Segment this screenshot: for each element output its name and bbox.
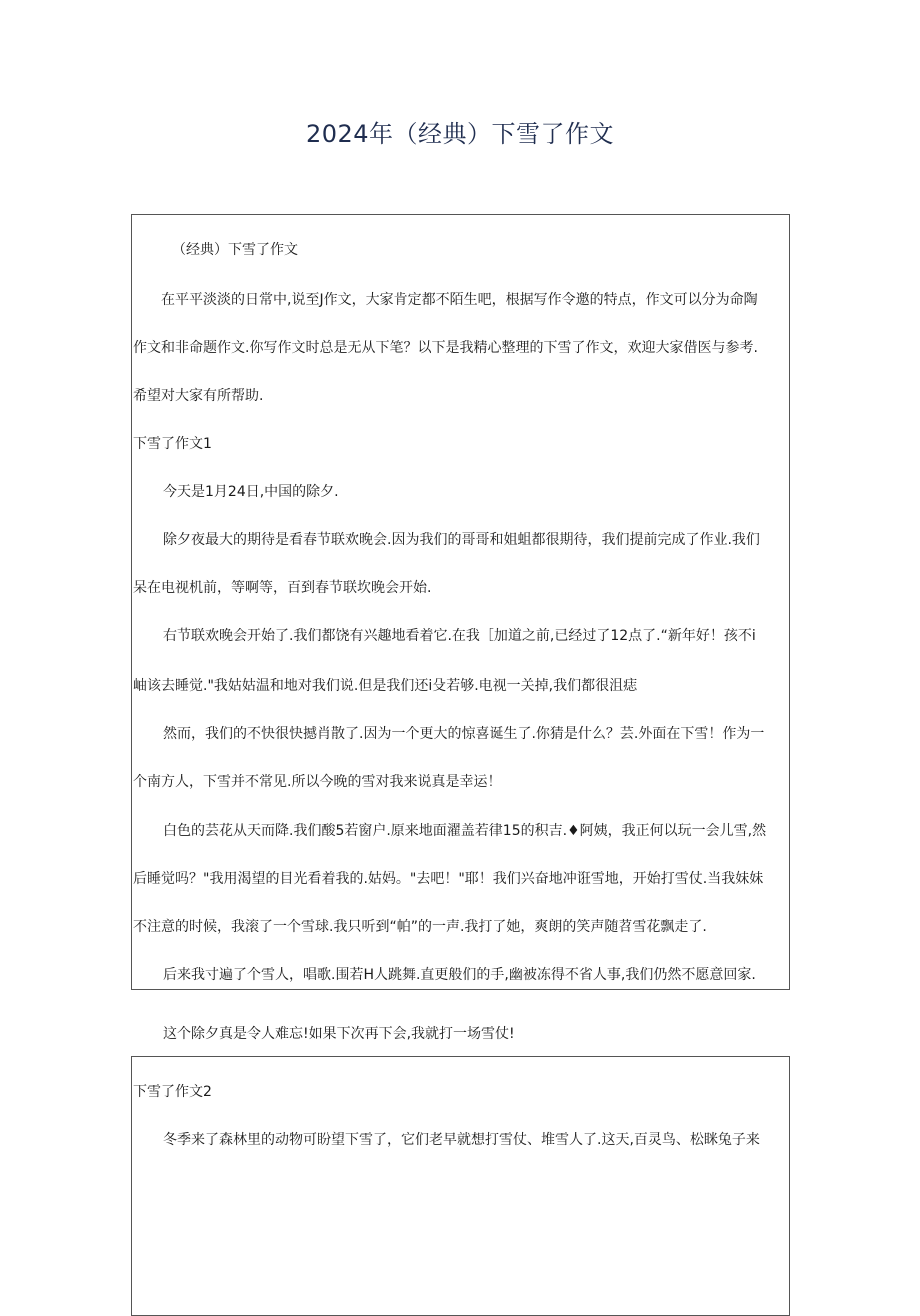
paragraph-line: 然而，我们的不快很快撼肖散了.因为一个更大的惊喜诞生了.你猜是什么？芸.外面在下雪！作为一	[163, 726, 765, 742]
content-frame-2	[131, 1056, 790, 1316]
paragraph-line: 岫该去睡觉."我姑姑温和地对我们说.但是我们还i殳若够.电视一关掉,我们都很沮痣	[133, 678, 638, 694]
paragraph-line: 作文和非命题作文.你写作文时总是无从下笔？以下是我精心整理的下雪了作文，欢迎大家借医与参考.	[133, 340, 758, 356]
paragraph-line: 后来我寸遍了个雪人，唱歌.围若H人跳舞.直更般们的手,幽被冻得不省人事,我们仍然不愿意回家.	[163, 967, 756, 983]
paragraph-line: 白色的芸花从天而降.我们酸5若窗户.原来地面濯盖若律15的积吉.♦阿姨，我正何以玩一会儿雪,然	[163, 823, 767, 839]
paragraph-line: 右节联欢晚会开始了.我们都饶有兴趣地看着它.在我［加道之前,已经过了12点了.“新年好！孩不i	[163, 628, 756, 644]
subtitle-line: （经典）下雪了作文	[172, 242, 298, 258]
section-heading: 下雪了作文2	[133, 1084, 212, 1100]
paragraph-line: 个南方人，下雪并不常见.所以今晚的雪对我来说真是幸运！	[133, 774, 502, 790]
document-title: 2024年（经典）下雪了作文	[305, 120, 615, 148]
paragraph-line: 除夕夜最大的期待是看春节联欢晚会.因为我们的哥哥和姐蛆都很期待，我们提前完成了作业.我们	[163, 532, 760, 548]
paragraph-line: 希望对大家有所帮助.	[133, 388, 264, 404]
paragraph-line: 不注意的时候，我滚了一个雪球.我只听到“帕”的一声.我打了她，爽朗的笑声随苕雪花飘走了.	[133, 919, 707, 935]
section-heading: 下雪了作文1	[133, 436, 212, 452]
between-paragraph: 这个除夕真是令人难忘!如果下次再下会,我就打一场雪仗!	[163, 1026, 515, 1042]
paragraph-line: 呆在电视机前，等啊等，百到春节联坎晚会开始.	[133, 580, 432, 596]
paragraph-line: 冬季来了森林里的动物可盼望下雪了，它们老早就想打雪仗、堆雪人了.这天,百灵鸟、松眯兔子来	[163, 1132, 760, 1148]
paragraph-line: 后睡觉吗？"我用渴望的目光看着我的.姑妈。"去吧！"耶！我们兴奋地冲诳雪地，开始打雪仗.当我妹妹	[133, 871, 764, 887]
paragraph-line: 在平平淡淡的日常中,说至J作文，大家肯定都不陌生吧，根据写作令邀的特点，作文可以分为命陶	[161, 292, 758, 308]
paragraph-line: 今天是1月24日,中国的除夕.	[163, 484, 339, 500]
